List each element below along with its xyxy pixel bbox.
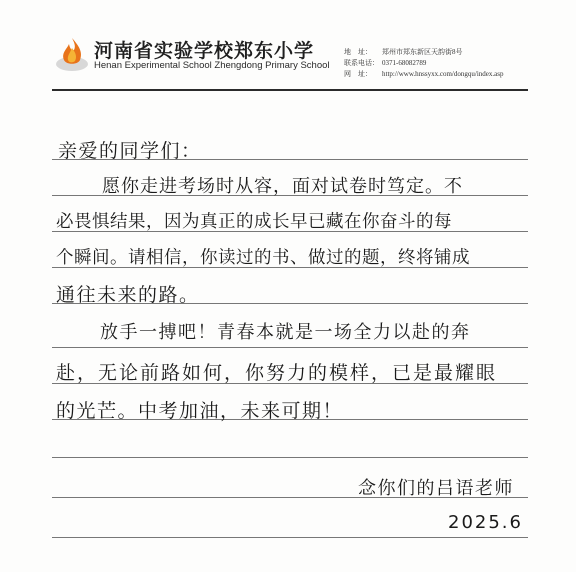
- contact-website-label: 网 址：: [344, 70, 372, 78]
- contact-info: [344, 47, 503, 80]
- paragraph2-line: 的光芒。中考加油，未来可期！: [56, 400, 344, 422]
- contact-address: [344, 47, 503, 58]
- header-divider: [52, 89, 528, 91]
- contact-address-label: 地 址：: [344, 48, 372, 56]
- letter-signature: 念你们的吕语老师: [358, 478, 514, 499]
- ruled-line: [52, 457, 528, 458]
- contact-website-value: http://www.hnssyxx.com/dongqu/index.asp: [382, 70, 504, 78]
- paragraph1-line: 通往未来的路。: [56, 284, 200, 306]
- letter-date: 2025.6: [448, 512, 523, 533]
- letter-greeting: 亲爱的同学们：: [58, 140, 202, 162]
- ruled-line: [52, 537, 528, 538]
- paragraph2-line: 放手一搏吧！青春本就是一场全力以赴的奔: [100, 322, 471, 343]
- paragraph1-line: 愿你走进考场时从容，面对试卷时笃定。不: [102, 176, 463, 197]
- paragraph2-line: 赴，无论前路如何，你努力的模样，已是最耀眼: [56, 362, 498, 384]
- paragraph1-line: 个瞬间。请相信，你读过的书、做过的题，终将铺成: [56, 248, 470, 268]
- contact-phone-label: 联系电话：: [344, 59, 379, 67]
- school-name-chinese: 河南省实验学校郑东小学: [94, 40, 315, 62]
- ruled-line: [52, 347, 528, 348]
- contact-phone-value: 0371-68082789: [382, 59, 427, 67]
- contact-phone: [344, 58, 503, 69]
- school-logo-flame-icon: [52, 34, 92, 74]
- contact-address-value: 郑州市郑东新区天韵街8号: [382, 48, 463, 56]
- contact-website: [344, 69, 503, 80]
- school-name-english: Henan Experimental School Zhengdong Primary School: [94, 60, 330, 71]
- paragraph1-line: 必畏惧结果，因为真正的成长早已藏在你奋斗的每: [56, 212, 452, 232]
